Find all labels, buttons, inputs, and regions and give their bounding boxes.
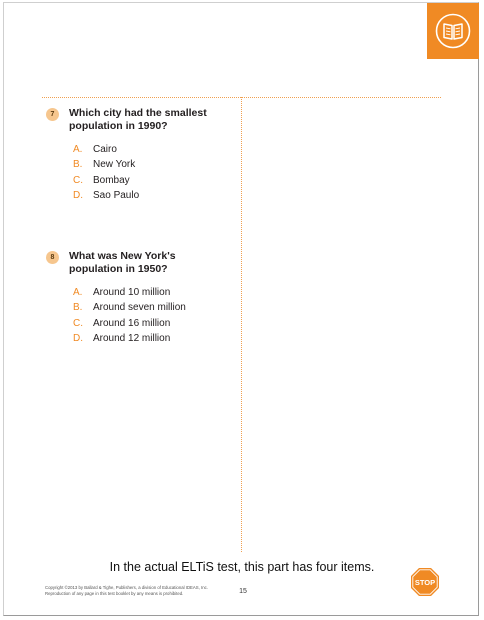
section-tab — [427, 3, 479, 59]
answer-options — [73, 142, 232, 203]
option-text: New York — [93, 159, 136, 171]
stop-sign-icon — [410, 567, 440, 597]
option-letter: D. — [73, 332, 83, 344]
open-book-icon — [435, 13, 471, 49]
option-letter: A. — [73, 144, 83, 155]
question-7 — [46, 107, 232, 203]
answer-option[interactable] — [73, 331, 232, 346]
option-text: Around seven million — [93, 302, 186, 314]
option-text: Sao Paulo — [93, 189, 140, 201]
answer-option[interactable] — [73, 157, 232, 172]
answer-option[interactable] — [73, 300, 232, 315]
option-text: Cairo — [93, 144, 117, 155]
answer-option[interactable] — [73, 285, 232, 300]
option-letter: B. — [73, 159, 83, 171]
question-stem: What was New York's population in 1950? — [69, 250, 176, 275]
question-number-badge: 8 — [46, 251, 59, 264]
answer-options — [73, 285, 232, 346]
answer-option[interactable] — [73, 316, 232, 331]
test-note: In the actual ELTiS test, this part has four items. — [109, 560, 375, 574]
reproduction-notice: Reproduction of any page in this test booklet by any means is prohibited. — [45, 591, 184, 596]
question-8 — [46, 250, 232, 346]
answer-option[interactable] — [73, 142, 232, 157]
option-letter: B. — [73, 302, 83, 314]
answer-option[interactable] — [73, 173, 232, 188]
answer-option[interactable] — [73, 188, 232, 203]
option-text: Around 16 million — [93, 317, 171, 329]
option-letter: C. — [73, 174, 83, 186]
stop-label: STOP — [414, 577, 436, 587]
option-text: Around 12 million — [93, 332, 171, 344]
option-letter: D. — [73, 189, 83, 201]
copyright-notice — [45, 585, 208, 597]
question-number-badge: 7 — [46, 108, 59, 121]
page-number: 15 — [239, 588, 247, 595]
option-text: Around 10 million — [93, 287, 171, 298]
option-letter: C. — [73, 317, 83, 329]
copyright-line: Copyright ©2013 by Ballard & Tighe, Publishers, a division of Educational IDEAS, Inc. — [45, 585, 208, 590]
option-text: Bombay — [93, 174, 130, 186]
question-stem: Which city had the smallest population in 1990? — [69, 107, 207, 132]
column-divider — [241, 97, 242, 552]
option-letter: A. — [73, 287, 83, 298]
